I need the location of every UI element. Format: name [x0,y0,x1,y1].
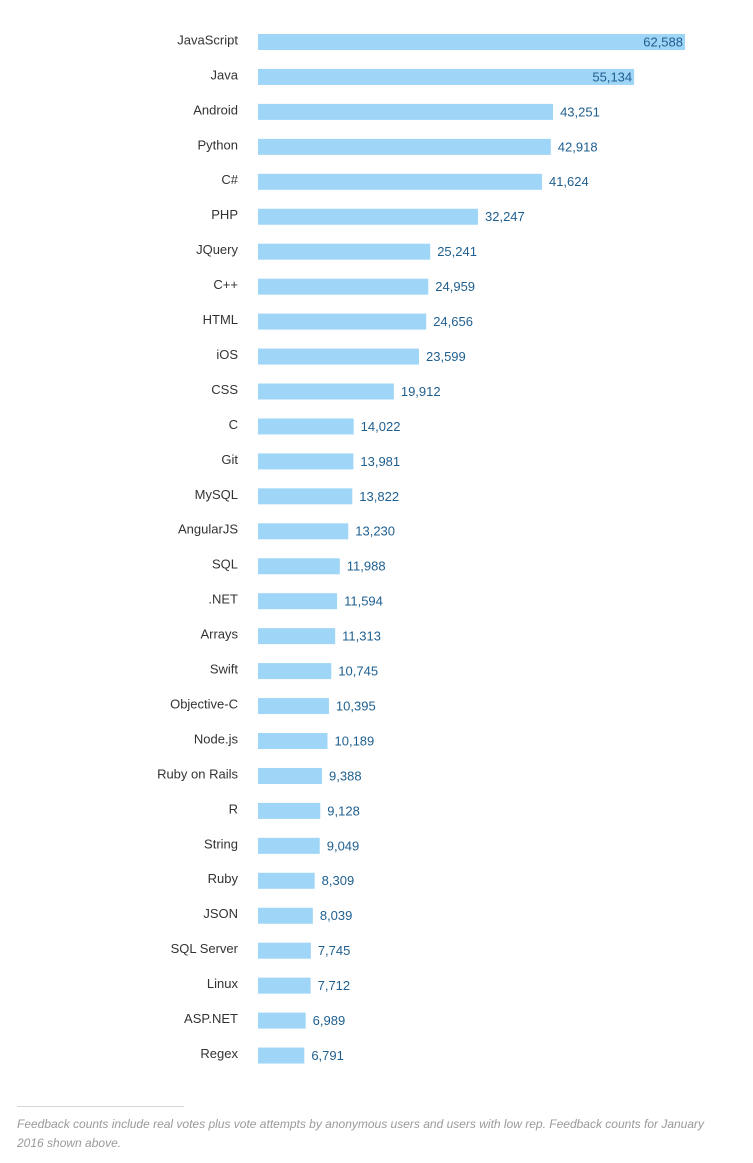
category-label-sql-server: SQL Server [170,941,238,957]
value-label-angularjs: 13,230 [355,523,396,539]
value-label-jquery: 25,241 [437,244,477,260]
bar-c [258,279,428,295]
value-label-php: 32,247 [485,209,525,225]
bar-node-js [258,733,328,749]
value-label-net: 11,594 [344,593,383,609]
footnote-divider [17,1106,184,1107]
value-label-git: 13,981 [360,453,401,469]
category-label-json: JSON [203,906,238,922]
value-label-ruby: 8,309 [321,873,355,889]
category-label-php: PHP [211,207,238,223]
bar-objective-c [258,698,329,714]
category-label-jquery: JQuery [196,242,238,258]
bar-string [258,838,320,854]
value-label-ios: 23,599 [426,348,466,364]
value-label-c: 41,624 [548,174,589,190]
bar-android [258,104,553,120]
value-label-ruby-on-rails: 9,388 [329,768,362,784]
value-label-string: 9,049 [326,838,360,854]
category-label-objective-c: Objective-C [170,696,238,712]
value-label-linux: 7,712 [317,978,351,994]
bar-java [258,69,634,85]
category-label-asp-net: ASP.NET [184,1011,238,1027]
value-label-swift: 10,745 [338,663,379,679]
bar-javascript [258,34,685,50]
bar-ruby-on-rails [258,768,322,784]
category-label-ruby-on-rails: Ruby on Rails [157,766,238,782]
value-label-objective-c: 10,395 [335,698,376,714]
category-label-git: Git [221,451,238,467]
category-label-linux: Linux [206,976,238,992]
bar-regex [258,1048,304,1064]
bar-ruby [258,873,315,889]
bar-json [258,908,313,924]
category-label-c: C [228,416,238,432]
bar-jquery [258,244,430,260]
category-label-c: C# [221,172,238,188]
category-label-node-js: Node.js [193,731,238,747]
category-label-r: R [228,801,238,817]
bar-ios [258,349,419,365]
bar-asp-net [258,1013,306,1029]
value-label-json: 8,039 [319,908,353,924]
value-label-python: 42,918 [557,139,598,155]
value-label-css: 19,912 [400,383,441,399]
category-label-swift: Swift [209,661,238,677]
category-label-arrays: Arrays [200,626,238,642]
value-label-c: 14,022 [360,418,401,434]
category-label-ruby: Ruby [207,871,238,887]
value-label-node-js: 10,189 [334,733,375,749]
bar-css [258,384,394,400]
category-label-c: C++ [213,277,238,293]
category-label-regex: Regex [200,1045,238,1061]
category-label-ios: iOS [216,346,238,362]
bar-mysql [258,488,352,504]
value-label-arrays: 11,313 [342,628,381,644]
category-label-javascript: JavaScript [177,32,238,48]
category-label-java: Java [210,67,238,83]
value-label-mysql: 13,822 [359,488,400,504]
value-label-r: 9,128 [327,803,360,819]
value-label-regex: 6,791 [311,1047,344,1063]
bar-php [258,209,478,225]
value-label-sql-server: 7,745 [317,943,351,959]
category-label-sql: SQL [211,556,238,572]
footnote-text: Feedback counts include real votes plus vote attempts by anonymous users and users with low rep. Feedback counts for January 2016 shown above. [17,1117,705,1150]
bar-r [258,803,320,819]
value-label-c: 24,959 [435,279,476,295]
value-label-html: 24,656 [433,314,473,330]
bar-angularjs [258,523,348,539]
bar-net [258,593,337,609]
bar-c [258,174,542,190]
bar-arrays [258,628,335,644]
value-label-android: 43,251 [560,104,600,120]
bar-swift [258,663,331,679]
value-label-javascript: 62,588 [643,34,683,50]
bar-python [258,139,551,155]
category-label-python: Python [197,137,238,153]
bar-sql [258,558,340,574]
value-label-sql: 11,988 [346,558,386,574]
category-label-string: String [204,836,238,852]
category-label-net: .NET [208,591,238,607]
bar-html [258,314,426,330]
category-label-angularjs: AngularJS [178,521,238,537]
category-label-android: Android [193,102,238,118]
bar-sql-server [258,943,311,959]
category-label-mysql: MySQL [194,486,238,502]
category-label-html: HTML [202,312,238,328]
bar-c [258,418,354,434]
value-label-java: 55,134 [592,69,633,85]
bar-linux [258,978,311,994]
bar-git [258,453,353,469]
category-label-css: CSS [211,381,238,397]
value-label-asp-net: 6,989 [312,1013,346,1029]
